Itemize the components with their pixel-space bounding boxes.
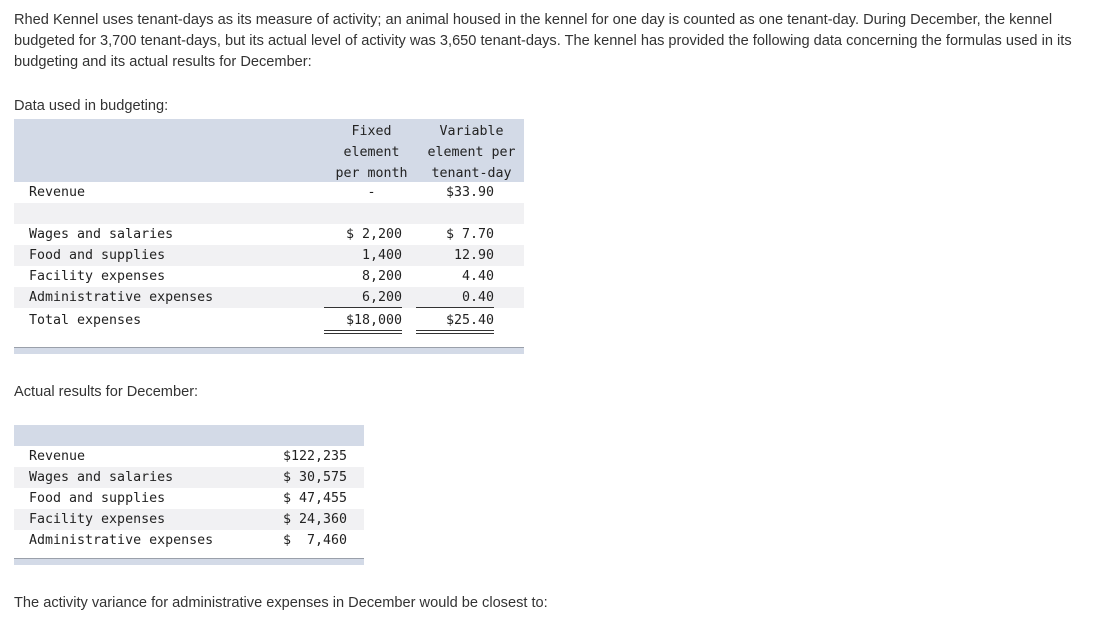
- row-label: Administrative expenses: [29, 290, 214, 305]
- fixed-value: $ 2,200: [345, 227, 402, 242]
- actual-section-label: Actual results for December:: [14, 384, 199, 400]
- row-label: Wages and salaries: [29, 470, 174, 485]
- fixed-value: 1,400: [361, 248, 402, 263]
- question-text: The activity variance for administrative expenses in December would be closest to:: [14, 595, 548, 611]
- row-label: Facility expenses: [29, 512, 166, 527]
- budget-table-header: [14, 119, 524, 182]
- budget-row-wages: [14, 224, 524, 245]
- row-label: Facility expenses: [29, 269, 166, 284]
- budget-row-administrative: [14, 287, 524, 308]
- row-value: $ 24,360: [283, 512, 348, 527]
- row-value: $ 7,460: [283, 533, 348, 548]
- fixed-value: -: [367, 185, 376, 200]
- fixed-value: 6,200: [361, 290, 402, 305]
- actual-row-administrative: [14, 530, 364, 551]
- actual-row-facility: [14, 509, 364, 530]
- variable-value: 0.40: [461, 290, 494, 305]
- actual-row-wages: [14, 467, 364, 488]
- double-underline: [324, 330, 402, 334]
- fixed-value: $18,000: [345, 313, 402, 328]
- row-label: Wages and salaries: [29, 227, 174, 242]
- row-label: Food and supplies: [29, 248, 166, 263]
- row-label: Revenue: [29, 185, 86, 200]
- actual-table-header: [14, 425, 364, 446]
- actual-table-footer: [14, 558, 364, 565]
- row-value: $122,235: [283, 449, 348, 464]
- variable-value: 4.40: [461, 269, 494, 284]
- row-label: Revenue: [29, 449, 86, 464]
- row-value: $ 47,455: [283, 491, 348, 506]
- actual-results-table: [14, 425, 364, 551]
- double-underline: [416, 330, 494, 334]
- header-fixed-element: Fixed element per month: [335, 124, 408, 181]
- budget-row-total: [14, 308, 524, 334]
- variable-value: 12.90: [453, 248, 494, 263]
- variable-value: $ 7.70: [445, 227, 494, 242]
- row-label: Administrative expenses: [29, 533, 214, 548]
- header-variable-element: Variable element per tenant-day: [427, 124, 516, 181]
- fixed-value: 8,200: [361, 269, 402, 284]
- actual-row-revenue: [14, 446, 364, 467]
- variable-value: $25.40: [445, 313, 494, 328]
- budget-row-revenue: [14, 182, 524, 203]
- row-label: Food and supplies: [29, 491, 166, 506]
- actual-row-food: [14, 488, 364, 509]
- budget-row-food: [14, 245, 524, 266]
- budget-table-footer: [14, 347, 524, 354]
- row-spacer: [14, 203, 524, 224]
- variable-value: $33.90: [445, 185, 494, 200]
- row-value: $ 30,575: [283, 470, 348, 485]
- row-label: Total expenses: [29, 313, 142, 328]
- budget-section-label: Data used in budgeting:: [14, 98, 169, 114]
- problem-intro: Rhed Kennel uses tenant-days as its measure of activity; an animal housed in the kennel for one day is counted as one tenant-day. During December, the kennel budgeted for 3,700 tenant-days, but its actual level of activity was 3,650 tenant-days. The kennel has provided the following data concerning the formulas used in its budgeting and its actual results for December:: [14, 12, 1072, 70]
- budget-row-facility: [14, 266, 524, 287]
- budget-table: [14, 119, 524, 334]
